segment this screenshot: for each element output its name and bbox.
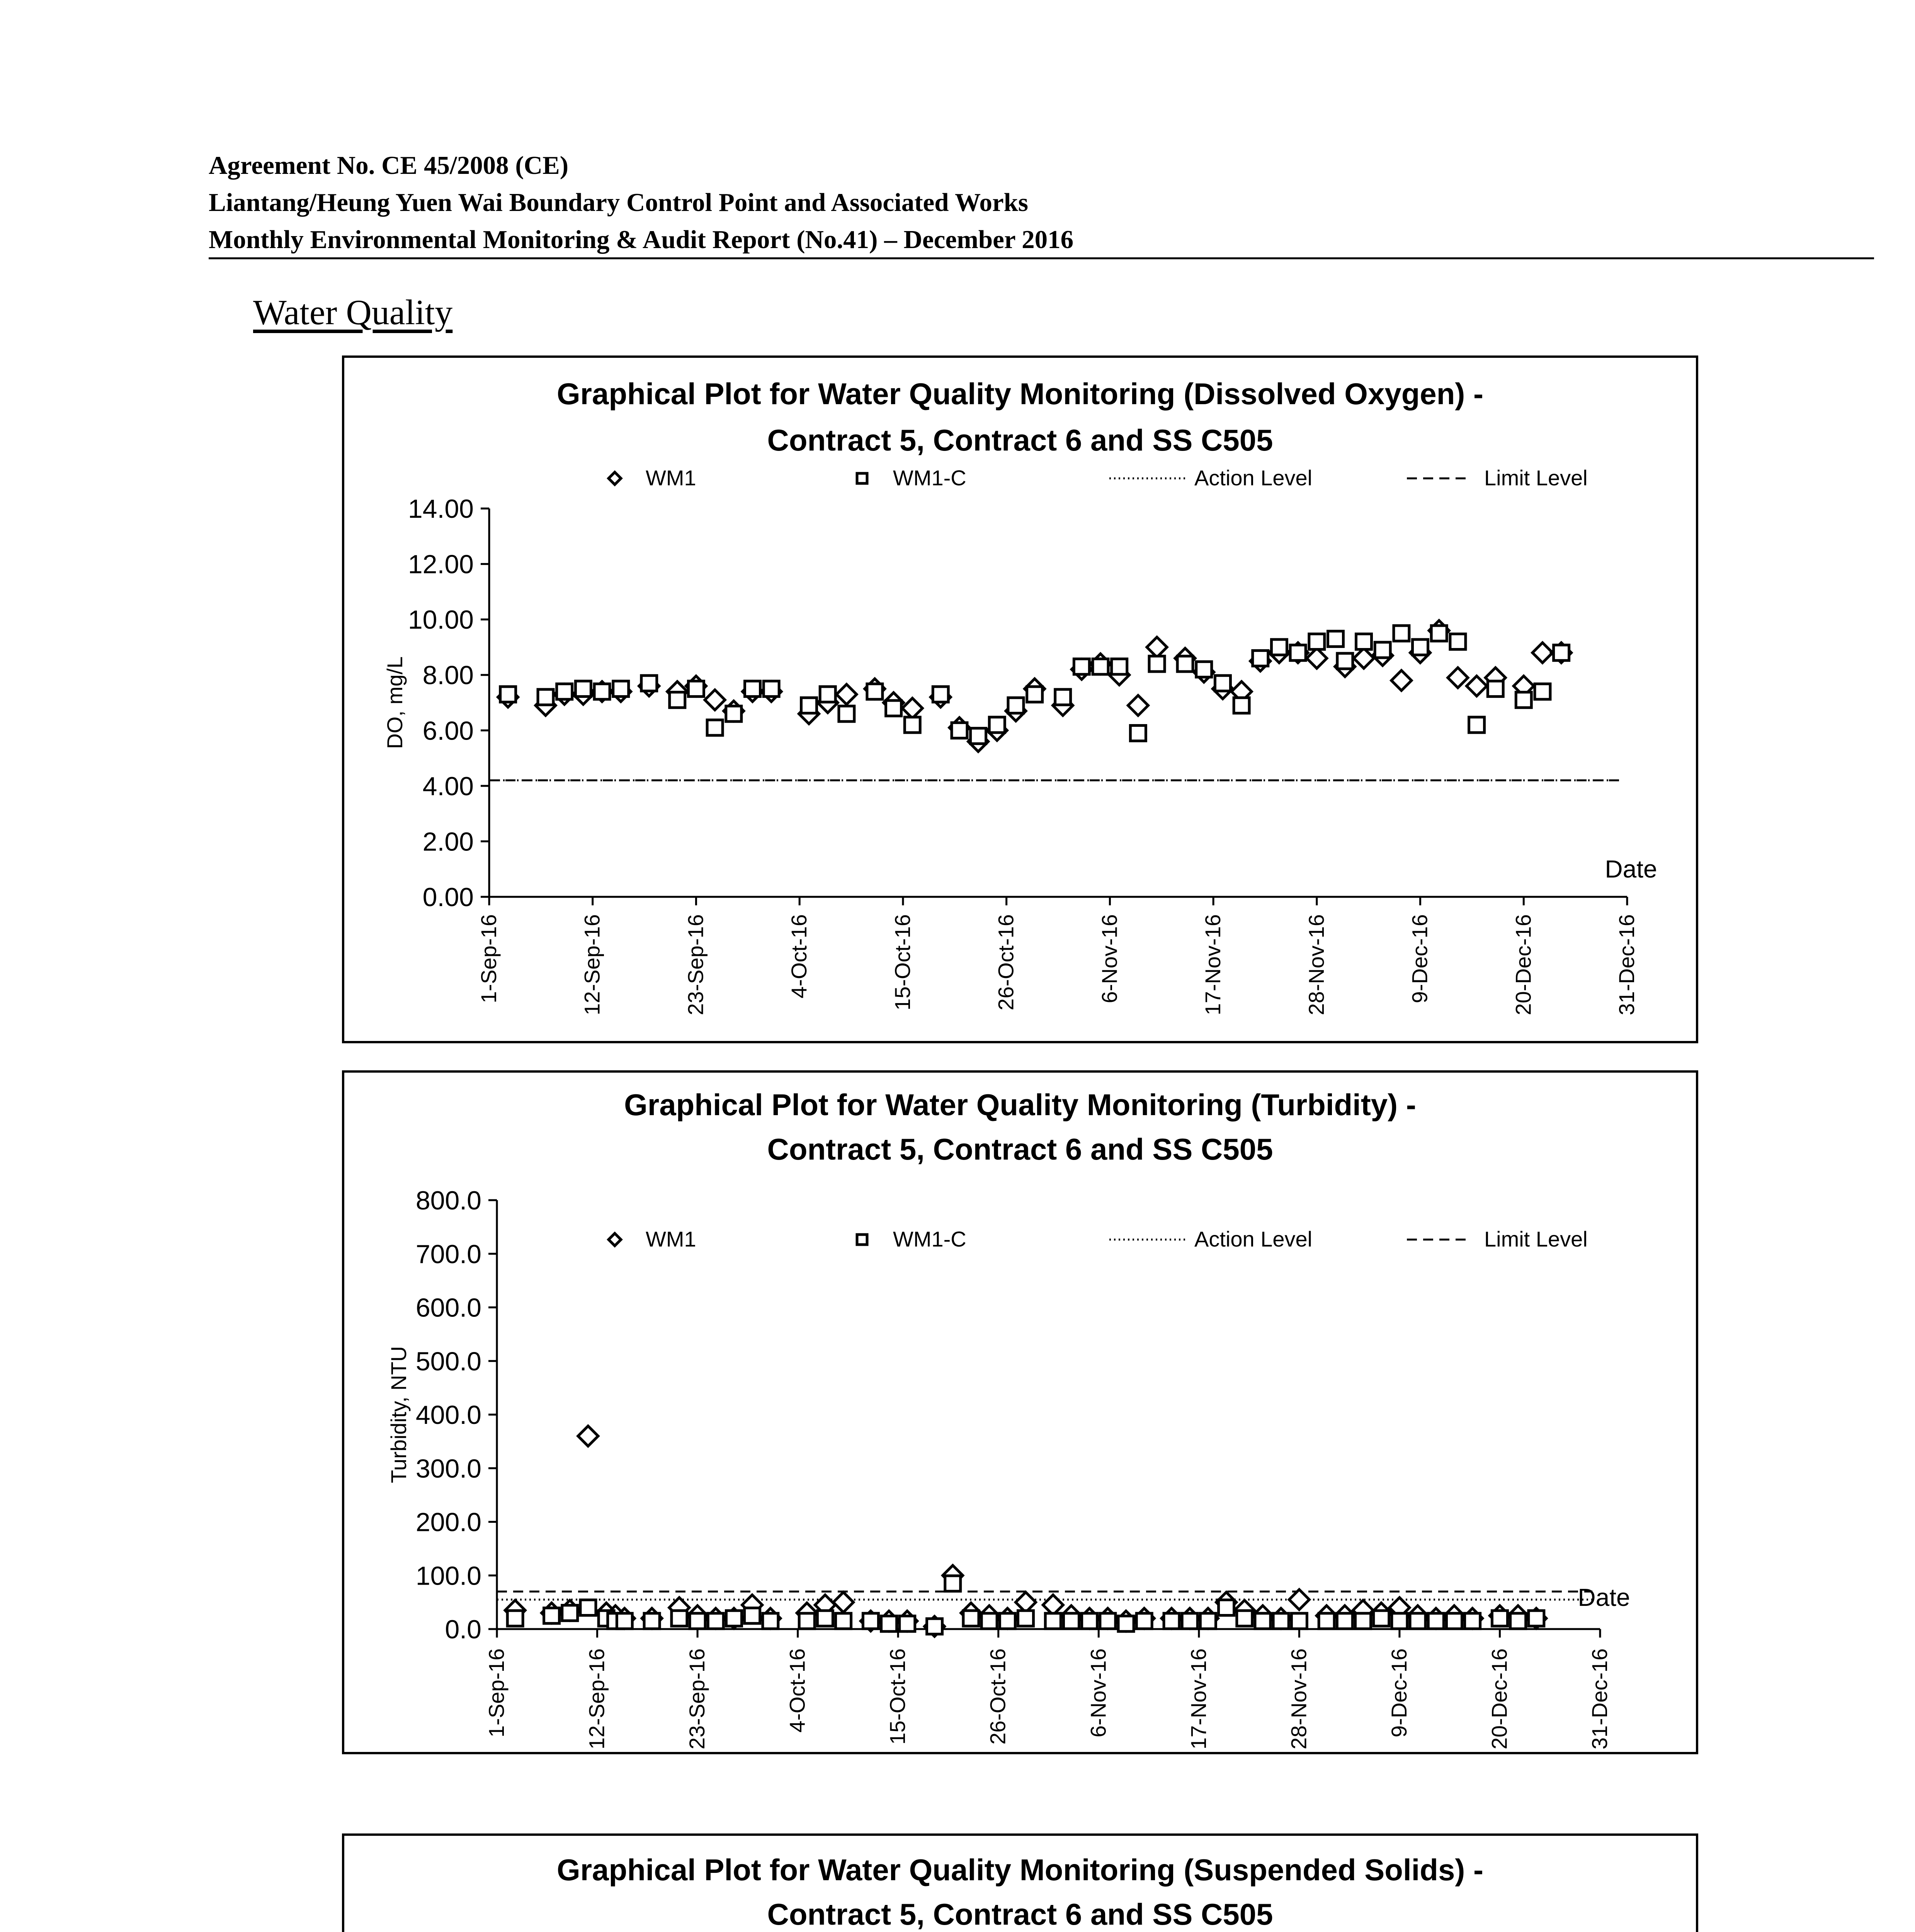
data-point-wm1c <box>1375 642 1390 658</box>
data-point-wm1c <box>799 1613 815 1629</box>
y-tick-label: 500.0 <box>415 1347 481 1376</box>
legend-wm1c-marker <box>857 473 867 483</box>
data-point-wm1 <box>1128 696 1148 716</box>
chart-title: Graphical Plot for Water Quality Monitoring (Turbidity) - <box>624 1088 1416 1122</box>
data-point-wm1c <box>867 684 883 699</box>
chart-title: Graphical Plot for Water Quality Monitoring (Dissolved Oxygen) - <box>556 377 1484 411</box>
x-tick-label: 6-Nov-16 <box>1086 1648 1111 1738</box>
legend-wm1-label: WM1 <box>646 466 696 490</box>
chart-subtitle: Contract 5, Contract 6 and SS C505 <box>767 1132 1273 1166</box>
data-point-wm1c <box>1136 1613 1152 1629</box>
x-tick-label: 4-Oct-16 <box>787 914 811 998</box>
report-header <box>209 147 1874 258</box>
data-point-wm1c <box>1309 634 1325 650</box>
data-point-wm1c <box>1112 659 1127 674</box>
data-point-wm1c <box>562 1605 578 1621</box>
agreement-number: Agreement No. CE 45/2008 (CE) <box>209 151 569 180</box>
chart-suspended-solids <box>342 1833 1698 1932</box>
y-tick-label: 100.0 <box>415 1561 481 1591</box>
data-point-wm1c <box>670 692 685 707</box>
data-point-wm1 <box>1467 676 1487 696</box>
y-tick-label: 700.0 <box>415 1239 481 1269</box>
data-point-wm1 <box>1448 668 1468 688</box>
data-point-wm1c <box>1273 1613 1289 1629</box>
data-point-wm1c <box>836 1613 851 1629</box>
x-tick-label: 28-Nov-16 <box>1304 914 1328 1015</box>
y-tick-label: 300.0 <box>415 1454 481 1483</box>
x-tick-label: 31-Dec-16 <box>1614 914 1639 1015</box>
data-point-wm1c <box>1130 725 1146 741</box>
x-tick-label: 15-Oct-16 <box>890 914 915 1010</box>
chart-suspended-solids-svg <box>344 1836 1696 1932</box>
data-point-wm1c <box>690 1613 705 1629</box>
data-point-wm1c <box>1253 651 1268 666</box>
data-point-wm1c <box>580 1600 596 1616</box>
data-point-wm1c <box>1018 1611 1034 1626</box>
x-tick-label: 4-Oct-16 <box>785 1648 810 1733</box>
data-point-wm1c <box>1488 681 1503 697</box>
data-point-wm1 <box>705 690 725 710</box>
data-point-wm1c <box>1374 1611 1389 1626</box>
y-tick-label: 0.0 <box>445 1615 481 1644</box>
data-point-wm1c <box>1074 659 1089 674</box>
chart-subtitle: Contract 5, Contract 6 and SS C505 <box>767 423 1273 457</box>
data-point-wm1c <box>817 1611 833 1626</box>
x-tick-label: 1-Sep-16 <box>476 914 501 1003</box>
data-point-wm1c <box>613 681 629 697</box>
legend <box>609 466 1588 490</box>
data-point-wm1c <box>726 1611 742 1626</box>
legend-wm1-marker <box>609 472 621 485</box>
data-point-wm1c <box>1100 1613 1116 1629</box>
data-point-wm1c <box>1328 631 1343 646</box>
y-tick-label: 12.00 <box>408 549 474 579</box>
data-point-wm1c <box>952 723 967 738</box>
x-axis-label: Date <box>1605 855 1657 883</box>
data-point-wm1c <box>1356 634 1372 650</box>
y-tick-label: 0.00 <box>422 883 474 912</box>
data-point-wm1c <box>1492 1611 1507 1626</box>
x-tick-label: 12-Sep-16 <box>584 1648 609 1750</box>
data-point-wm1c <box>1392 1613 1407 1629</box>
data-point-wm1c <box>1215 675 1230 691</box>
data-point-wm1c <box>745 681 760 697</box>
data-point-wm1c <box>1045 1613 1061 1629</box>
data-point-wm1c <box>538 689 553 705</box>
data-point-wm1c <box>945 1576 961 1591</box>
data-point-wm1c <box>1027 687 1043 702</box>
data-point-wm1 <box>1391 670 1412 690</box>
x-tick-label: 6-Nov-16 <box>1097 914 1122 1003</box>
data-point-wm1 <box>578 1426 598 1446</box>
data-point-wm1c <box>1410 1613 1425 1629</box>
data-point-wm1c <box>886 701 901 716</box>
x-tick-label: 26-Oct-16 <box>985 1648 1010 1745</box>
data-point-wm1c <box>1394 626 1409 641</box>
data-point-wm1c <box>1428 1613 1444 1629</box>
data-point-wm1c <box>881 1616 897 1631</box>
series-wm1 <box>505 1426 1546 1637</box>
data-point-wm1c <box>1529 1611 1544 1626</box>
y-axis-label: Turbidity, NTU <box>386 1346 411 1483</box>
chart-dissolved-oxygen <box>342 355 1698 1043</box>
x-tick-label: 28-Nov-16 <box>1286 1648 1311 1750</box>
data-point-wm1 <box>1307 648 1327 668</box>
data-point-wm1c <box>1469 717 1485 733</box>
data-point-wm1c <box>544 1608 560 1623</box>
data-point-wm1c <box>1177 656 1193 672</box>
data-point-wm1c <box>1535 684 1550 699</box>
data-point-wm1c <box>1182 1613 1197 1629</box>
data-point-wm1c <box>1413 639 1428 655</box>
data-point-wm1c <box>575 681 591 697</box>
y-tick-label: 14.00 <box>408 494 474 524</box>
y-tick-label: 10.00 <box>408 605 474 635</box>
chart-title: Graphical Plot for Water Quality Monitoring (Suspended Solids) - <box>557 1853 1483 1887</box>
y-tick-label: 8.00 <box>422 660 474 690</box>
data-point-wm1c <box>1055 689 1071 705</box>
data-point-wm1c <box>708 1613 723 1629</box>
x-tick-label: 15-Oct-16 <box>885 1648 910 1745</box>
data-point-wm1 <box>1147 637 1167 657</box>
data-point-wm1c <box>820 687 835 702</box>
data-point-wm1 <box>833 1592 854 1612</box>
data-point-wm1c <box>1337 1613 1352 1629</box>
x-tick-label: 23-Sep-16 <box>685 1648 709 1750</box>
data-point-wm1c <box>672 1611 687 1626</box>
data-point-wm1c <box>963 1611 979 1626</box>
legend-limit-label: Limit Level <box>1484 466 1588 490</box>
data-point-wm1c <box>1337 653 1353 669</box>
x-tick-label: 9-Dec-16 <box>1407 914 1432 1003</box>
y-tick-label: 2.00 <box>422 827 474 857</box>
data-point-wm1c <box>507 1611 523 1626</box>
x-tick-label: 17-Nov-16 <box>1201 914 1225 1015</box>
data-point-wm1c <box>989 717 1005 733</box>
legend-wm1-marker <box>609 1233 621 1246</box>
legend-wm1c-label: WM1-C <box>893 466 966 490</box>
data-point-wm1c <box>863 1613 878 1629</box>
data-point-wm1c <box>981 1613 997 1629</box>
data-point-wm1c <box>688 681 704 697</box>
chart-subtitle: Contract 5, Contract 6 and SS C505 <box>767 1897 1273 1931</box>
data-point-wm1c <box>1431 626 1447 641</box>
data-point-wm1c <box>1237 1611 1252 1626</box>
y-axis-label: DO, mg/L <box>383 656 407 749</box>
y-tick-label: 400.0 <box>415 1400 481 1430</box>
x-tick-label: 31-Dec-16 <box>1587 1648 1612 1750</box>
data-point-wm1c <box>763 1613 778 1629</box>
data-point-wm1c <box>707 720 723 735</box>
y-tick-label: 6.00 <box>422 716 474 746</box>
x-tick-label: 23-Sep-16 <box>683 914 708 1015</box>
data-point-wm1c <box>927 1619 942 1634</box>
x-axis-label: Date <box>1578 1583 1630 1611</box>
x-tick-label: 20-Dec-16 <box>1487 1648 1512 1750</box>
chart-turbidity <box>342 1070 1698 1754</box>
data-point-wm1 <box>902 698 922 718</box>
data-point-wm1c <box>1516 692 1531 707</box>
data-point-wm1c <box>500 687 516 702</box>
x-tick-label: 12-Sep-16 <box>580 914 604 1015</box>
section-title: Water Quality <box>253 293 453 332</box>
header-rule <box>209 257 1874 259</box>
data-point-wm1c <box>726 706 742 721</box>
data-point-wm1 <box>1354 648 1374 668</box>
data-point-wm1c <box>971 728 986 744</box>
legend-action-label: Action Level <box>1194 1227 1313 1251</box>
legend <box>609 1227 1588 1251</box>
y-tick-label: 800.0 <box>415 1186 481 1215</box>
y-tick-label: 200.0 <box>415 1507 481 1537</box>
data-point-wm1c <box>1149 656 1165 672</box>
data-point-wm1c <box>1000 1613 1015 1629</box>
legend-wm1-label: WM1 <box>646 1227 696 1251</box>
data-point-wm1c <box>1219 1600 1234 1616</box>
data-point-wm1c <box>641 675 657 691</box>
data-point-wm1c <box>1355 1613 1371 1629</box>
y-tick-label: 600.0 <box>415 1293 481 1323</box>
data-point-wm1c <box>644 1613 660 1629</box>
data-point-wm1c <box>1118 1616 1134 1631</box>
data-point-wm1c <box>617 1613 632 1629</box>
x-tick-label: 26-Oct-16 <box>993 914 1018 1010</box>
data-point-wm1c <box>764 681 779 697</box>
data-point-wm1c <box>1554 645 1569 660</box>
project-title: Liantang/Heung Yuen Wai Boundary Control Point and Associated Works <box>209 188 1028 217</box>
data-point-wm1c <box>1446 1613 1462 1629</box>
x-tick-label: 9-Dec-16 <box>1386 1648 1411 1738</box>
data-point-wm1c <box>1063 1613 1079 1629</box>
legend-action-label: Action Level <box>1194 466 1313 490</box>
chart-turbidity-svg <box>344 1073 1696 1752</box>
data-point-wm1c <box>1008 698 1024 713</box>
data-point-wm1c <box>1465 1613 1480 1629</box>
data-point-wm1c <box>1200 1613 1216 1629</box>
data-point-wm1c <box>933 687 948 702</box>
y-tick-label: 4.00 <box>422 771 474 801</box>
data-point-wm1c <box>905 717 920 733</box>
data-point-wm1c <box>745 1608 760 1623</box>
data-point-wm1c <box>1255 1613 1270 1629</box>
x-tick-label: 1-Sep-16 <box>484 1648 509 1738</box>
legend-limit-label: Limit Level <box>1484 1227 1588 1251</box>
x-tick-label: 17-Nov-16 <box>1186 1648 1211 1750</box>
data-point-wm1c <box>1093 659 1108 674</box>
data-point-wm1c <box>1234 698 1249 713</box>
data-point-wm1c <box>839 706 854 721</box>
data-point-wm1c <box>1291 1613 1307 1629</box>
data-point-wm1c <box>1082 1613 1097 1629</box>
data-point-wm1c <box>1196 662 1212 677</box>
data-point-wm1c <box>1319 1613 1334 1629</box>
legend-wm1c-marker <box>857 1235 867 1245</box>
data-point-wm1c <box>801 698 817 713</box>
report-title: Monthly Environmental Monitoring & Audit Report (No.41) – December 2016 <box>209 225 1074 254</box>
chart-dissolved-oxygen-svg <box>344 358 1696 1041</box>
data-point-wm1c <box>1271 639 1287 655</box>
data-point-wm1c <box>1290 645 1306 660</box>
data-point-wm1c <box>594 684 610 699</box>
legend-wm1c-label: WM1-C <box>893 1227 966 1251</box>
data-point-wm1 <box>837 684 857 704</box>
data-point-wm1c <box>900 1616 915 1631</box>
data-point-wm1 <box>1289 1590 1309 1610</box>
data-point-wm1c <box>557 684 572 699</box>
data-point-wm1c <box>1450 634 1466 650</box>
data-point-wm1c <box>1510 1613 1526 1629</box>
x-tick-label: 20-Dec-16 <box>1511 914 1536 1015</box>
data-point-wm1c <box>1164 1613 1179 1629</box>
